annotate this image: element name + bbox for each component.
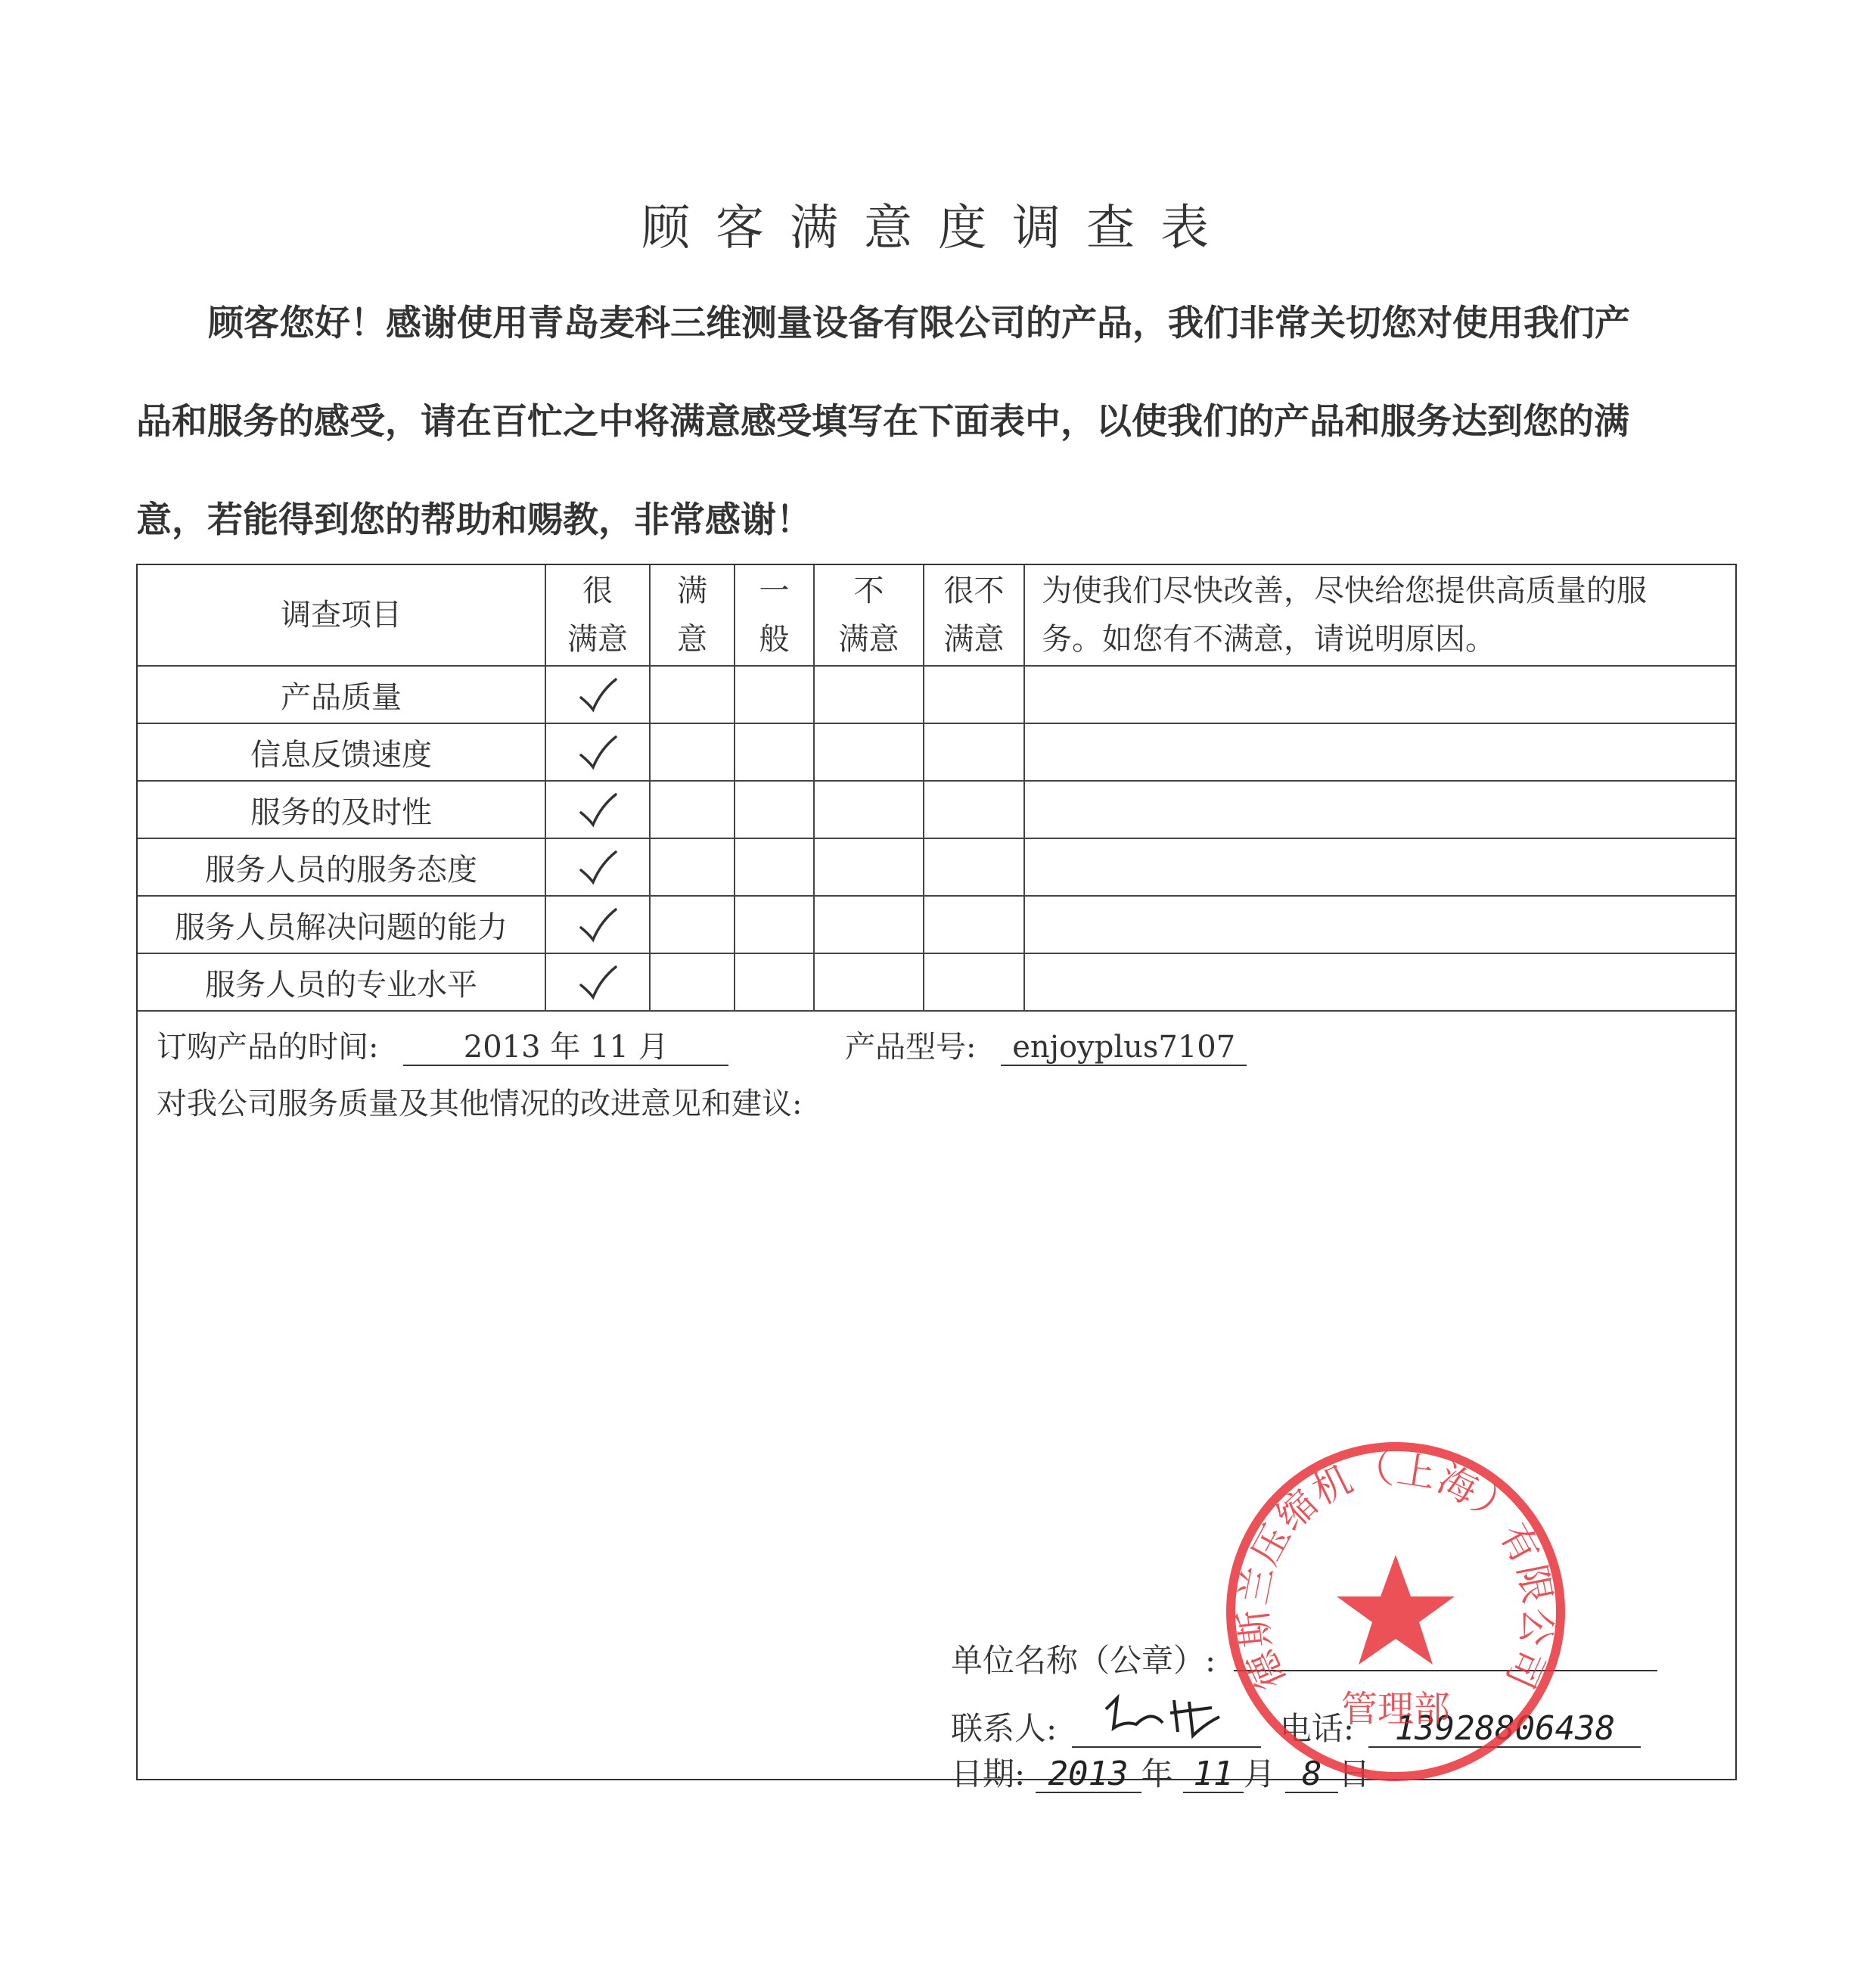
rating-cell-unsatisfied[interactable] [814, 953, 924, 1011]
intro-line-2: 品和服务的感受，请在百忙之中将满意感受填写在下面表中，以使我们的产品和服务达到您的满 [136, 401, 1629, 443]
page-title: 顾客满意度调查表 [641, 201, 1235, 256]
product-model [845, 1023, 1247, 1066]
row-remark[interactable] [1024, 781, 1735, 838]
check-mark-icon [575, 676, 620, 714]
rating-cell-satisfied[interactable] [650, 723, 735, 781]
company-seal [1222, 1438, 1570, 1786]
table-row [138, 896, 1735, 953]
rating-cell-unsatisfied[interactable] [814, 666, 924, 723]
date-month-unit: 月 [1243, 1755, 1275, 1792]
contact-label: 联系人: [951, 1710, 1058, 1747]
rating-cell-satisfied[interactable] [650, 781, 735, 838]
header-very-unsatisfied: 很不 满意 [924, 565, 1024, 666]
rating-cell-unsatisfied[interactable] [814, 723, 924, 781]
header-unsatisfied: 不 满意 [814, 565, 924, 666]
rating-cell-very-satisfied[interactable] [545, 781, 650, 838]
row-item: 服务的及时性 [138, 781, 545, 838]
date-month[interactable]: 11 [1183, 1757, 1244, 1793]
table-row [138, 666, 1735, 723]
rating-cell-average[interactable] [735, 953, 814, 1011]
date-day-unit: 日 [1338, 1755, 1371, 1792]
table-row [138, 838, 1735, 896]
rating-cell-satisfied[interactable] [650, 896, 735, 953]
check-mark-icon [575, 964, 620, 1002]
row-remark[interactable] [1024, 896, 1735, 953]
unit-name-label: 单位名称（公章）: [951, 1642, 1216, 1679]
intro-line-3: 意，若能得到您的帮助和赐教，非常感谢！ [136, 499, 812, 541]
svg-text:管理部: 管理部 [1340, 1688, 1451, 1730]
row-item: 服务人员的专业水平 [138, 953, 545, 1011]
table-row [138, 723, 1735, 781]
rating-cell-unsatisfied[interactable] [814, 838, 924, 896]
row-item: 信息反馈速度 [138, 723, 545, 781]
table-row [138, 781, 1735, 838]
rating-cell-very-satisfied[interactable] [545, 838, 650, 896]
header-remarks: 为使我们尽快改善，尽快给您提供高质量的服 务。如您有不满意，请说明原因。 [1024, 565, 1735, 666]
signature-scribble [1091, 1694, 1242, 1739]
table-header-row [138, 565, 1735, 666]
row-item: 服务人员解决问题的能力 [138, 896, 545, 953]
check-mark-icon [575, 849, 620, 887]
rating-cell-unsatisfied[interactable] [814, 781, 924, 838]
table-row [138, 953, 1735, 1011]
rating-cell-average[interactable] [735, 723, 814, 781]
rating-table [138, 565, 1735, 1012]
rating-cell-very-unsatisfied[interactable] [924, 666, 1024, 723]
phone-label: 电话: [1279, 1710, 1355, 1747]
rating-cell-very-satisfied[interactable] [545, 896, 650, 953]
row-remark[interactable] [1024, 666, 1735, 723]
date-year-unit: 年 [1141, 1755, 1173, 1792]
header-average: 一 般 [735, 565, 814, 666]
row-item: 产品质量 [138, 666, 545, 723]
row-remark[interactable] [1024, 953, 1735, 1011]
order-time-value[interactable]: 2013 年 11 月 [403, 1030, 728, 1066]
date-day[interactable]: 8 [1285, 1757, 1338, 1793]
row-item: 服务人员的服务态度 [138, 838, 545, 896]
rating-cell-very-unsatisfied[interactable] [924, 838, 1024, 896]
header-item: 调查项目 [138, 565, 545, 666]
rating-cell-very-satisfied[interactable] [545, 953, 650, 1011]
rating-cell-average[interactable] [735, 838, 814, 896]
rating-cell-average[interactable] [735, 781, 814, 838]
rating-cell-very-unsatisfied[interactable] [924, 896, 1024, 953]
rating-cell-very-satisfied[interactable] [545, 666, 650, 723]
row-remark[interactable] [1024, 723, 1735, 781]
check-mark-icon [575, 791, 620, 829]
intro-line-1: 顾客您好！感谢使用青岛麦科三维测量设备有限公司的产品，我们非常关切您对使用我们产 [208, 303, 1630, 344]
rating-cell-average[interactable] [735, 896, 814, 953]
rating-cell-very-unsatisfied[interactable] [924, 723, 1024, 781]
check-mark-icon [575, 906, 620, 944]
rating-cell-satisfied[interactable] [650, 953, 735, 1011]
row-remark[interactable] [1024, 838, 1735, 896]
product-model-value[interactable]: enjoyplus7107 [1001, 1030, 1247, 1066]
suggestion-label: 对我公司服务质量及其他情况的改进意见和建议: [157, 1087, 803, 1121]
rating-cell-satisfied[interactable] [650, 838, 735, 896]
order-time [157, 1023, 728, 1066]
order-time-label: 订购产品的时间: [157, 1030, 379, 1065]
date-label: 日期: [951, 1755, 1026, 1792]
rating-cell-unsatisfied[interactable] [814, 896, 924, 953]
date-year[interactable]: 2013 [1036, 1757, 1141, 1793]
svg-text:德斯兰压缩机（上海）有限公司: 德斯兰压缩机（上海）有限公司 [1231, 1447, 1561, 1696]
product-model-label: 产品型号: [845, 1030, 977, 1065]
rating-cell-very-satisfied[interactable] [545, 723, 650, 781]
header-satisfied: 满 意 [650, 565, 735, 666]
rating-cell-very-unsatisfied[interactable] [924, 781, 1024, 838]
rating-cell-very-unsatisfied[interactable] [924, 953, 1024, 1011]
rating-cell-average[interactable] [735, 666, 814, 723]
rating-cell-satisfied[interactable] [650, 666, 735, 723]
header-very-satisfied: 很 满意 [545, 565, 650, 666]
check-mark-icon [575, 734, 620, 772]
phone-value[interactable]: 13928806438 [1368, 1711, 1641, 1748]
